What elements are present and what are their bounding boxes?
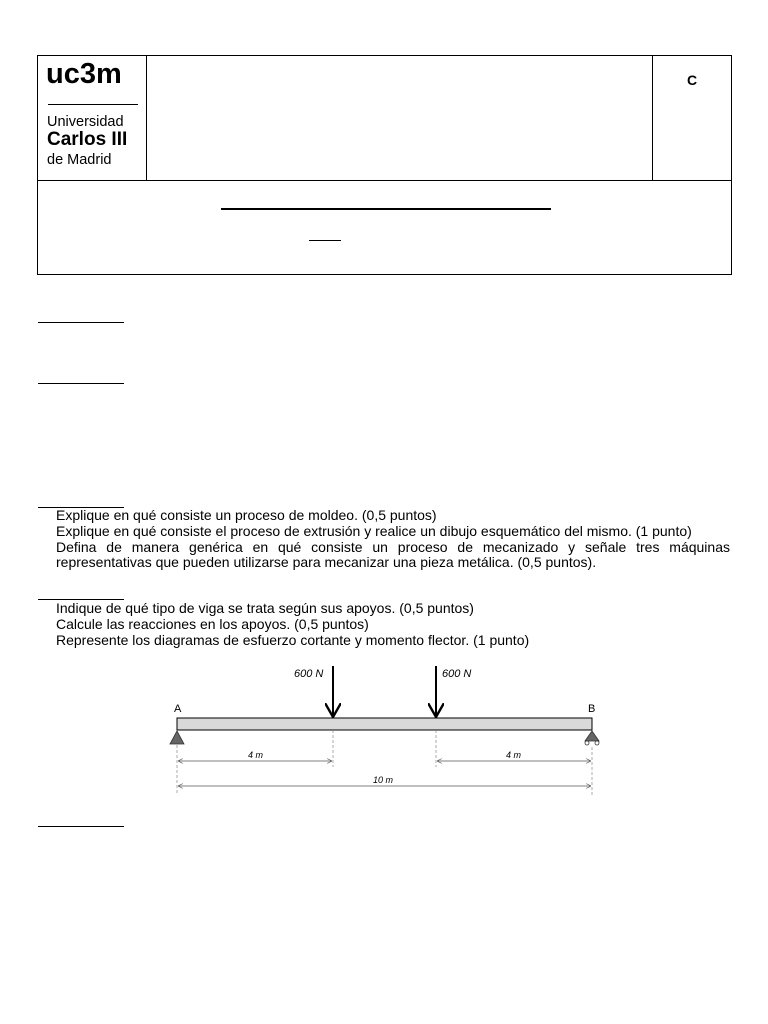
pin-support-icon	[170, 731, 184, 744]
logo-mark: uc3m	[46, 58, 122, 90]
question-item: Defina de manera genérica en qué consiste un proceso de mecanizado y señale tres máquinas	[56, 539, 730, 555]
load-label-2: 600 N	[442, 668, 472, 680]
dimension-label-right: 4 m	[506, 750, 522, 760]
dimension-label-left: 4 m	[248, 750, 264, 760]
logo-divider	[48, 104, 138, 105]
logo-line-3: de Madrid	[47, 152, 112, 168]
logo-line-1: Universidad	[47, 114, 124, 130]
exam-code: C	[686, 72, 698, 88]
beam-diagram	[160, 655, 610, 800]
university-logo	[38, 56, 147, 180]
roller-support-icon	[585, 731, 599, 745]
dimension-extension-lines	[177, 730, 592, 795]
question-item: Calcule las reacciones en los apoyos. (0,5 puntos)	[56, 616, 369, 632]
subtitle-underline	[309, 240, 341, 241]
question-item: Explique en qué consiste el proceso de extrusión y realice un dibujo esquemático del mismo. (1 punto)	[56, 523, 692, 539]
logo-line-2: Carlos III	[47, 129, 128, 150]
title-underline	[221, 208, 551, 210]
question-item: Indique de qué tipo de viga se trata según sus apoyos. (0,5 puntos)	[56, 600, 474, 616]
exam-header	[37, 55, 732, 275]
dimension-label-total: 10 m	[373, 775, 394, 785]
header-top-row	[38, 56, 731, 181]
question-item: Explique en qué consiste un proceso de moldeo. (0,5 puntos)	[56, 507, 437, 523]
support-label-a: A	[174, 703, 182, 715]
section-heading-underline-1	[38, 322, 124, 323]
beam	[177, 718, 592, 730]
question-item: representativas que pueden utilizarse para mecanizar una pieza metálica. (0,5 puntos).	[56, 554, 597, 570]
load-label-1: 600 N	[294, 668, 324, 680]
section-heading-underline-5	[38, 826, 124, 827]
question-item: Represente los diagramas de esfuerzo cortante y momento flector. (1 punto)	[56, 632, 530, 648]
support-label-b: B	[588, 703, 596, 715]
exam-code-cell	[652, 56, 731, 180]
section-heading-underline-2	[38, 383, 124, 384]
